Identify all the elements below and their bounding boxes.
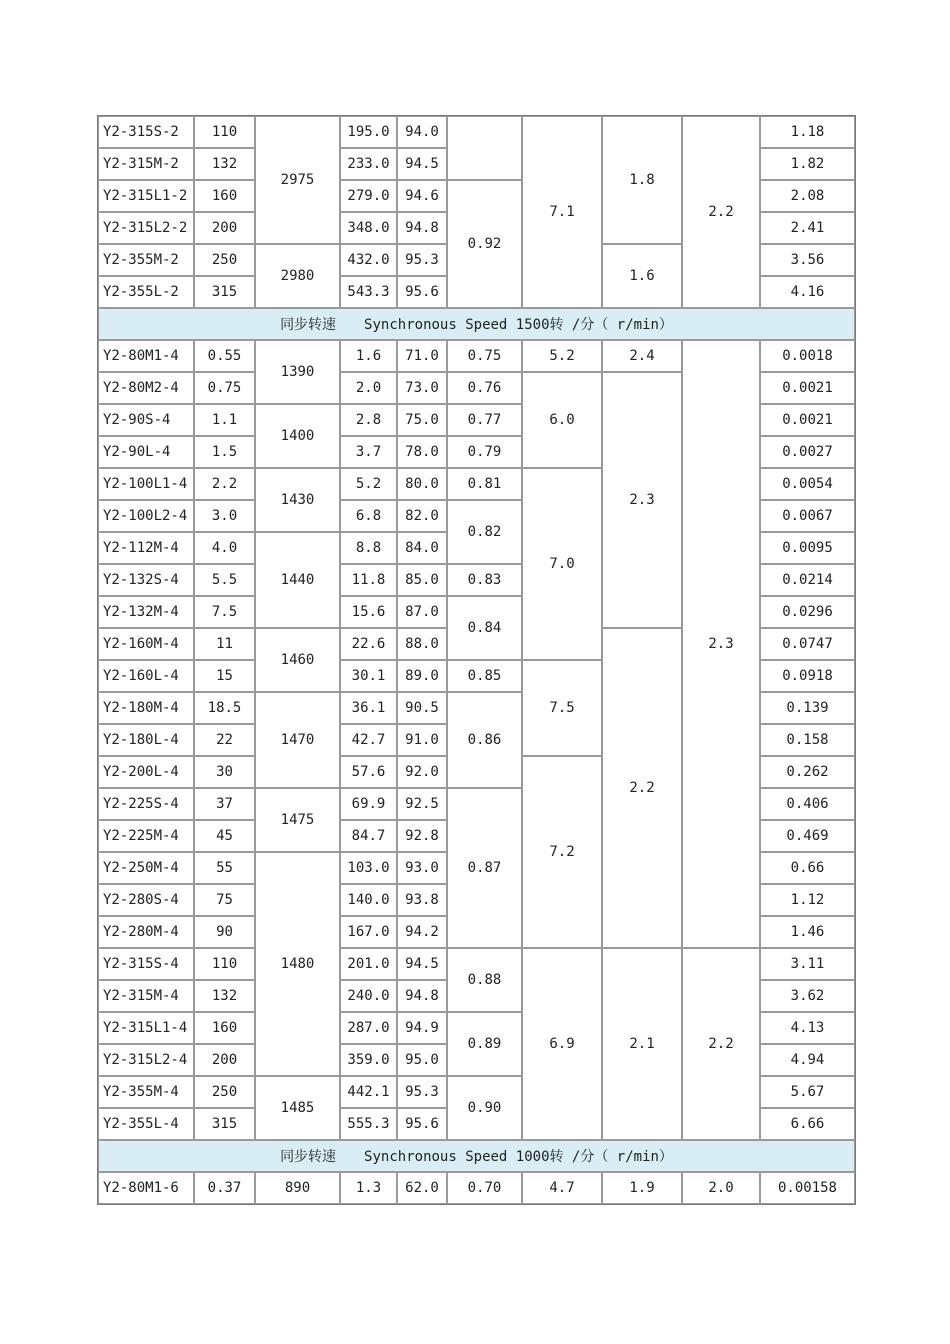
- starting-torque-ratio-cell: 1.9: [602, 1172, 682, 1204]
- power-factor-cell: 0.85: [447, 660, 522, 692]
- current-cell: 233.0: [340, 148, 397, 180]
- model-cell: Y2-355L-2: [98, 276, 194, 308]
- model-cell: Y2-315L1-4: [98, 1012, 194, 1044]
- model-cell: Y2-315M-2: [98, 148, 194, 180]
- power-cell: 250: [194, 1076, 255, 1108]
- current-cell: 69.9: [340, 788, 397, 820]
- power-factor-cell: 0.92: [447, 180, 522, 308]
- inertia-cell: 4.94: [760, 1044, 855, 1076]
- power-cell: 0.55: [194, 340, 255, 372]
- model-cell: Y2-160M-4: [98, 628, 194, 660]
- power-factor-cell: 0.75: [447, 340, 522, 372]
- power-factor-cell: 0.76: [447, 372, 522, 404]
- table-row: [98, 1172, 855, 1204]
- power-factor-cell: 0.82: [447, 500, 522, 564]
- efficiency-cell: 71.0: [397, 340, 447, 372]
- efficiency-cell: 95.3: [397, 1076, 447, 1108]
- efficiency-cell: 92.8: [397, 820, 447, 852]
- starting-torque-ratio-cell: 1.6: [602, 244, 682, 308]
- efficiency-cell: 94.8: [397, 980, 447, 1012]
- model-cell: Y2-112M-4: [98, 532, 194, 564]
- efficiency-cell: 95.6: [397, 276, 447, 308]
- starting-current-ratio-cell: 5.2: [522, 340, 602, 372]
- power-cell: 55: [194, 852, 255, 884]
- section-title-1000: 同步转速 Synchronous Speed 1000转 /分（ r/min）: [98, 1140, 855, 1172]
- power-cell: 2.2: [194, 468, 255, 500]
- starting-current-ratio-cell: 6.0: [522, 372, 602, 468]
- inertia-cell: 0.0214: [760, 564, 855, 596]
- model-cell: Y2-225M-4: [98, 820, 194, 852]
- efficiency-cell: 82.0: [397, 500, 447, 532]
- current-cell: 22.6: [340, 628, 397, 660]
- inertia-cell: 1.46: [760, 916, 855, 948]
- current-cell: 42.7: [340, 724, 397, 756]
- inertia-cell: 0.469: [760, 820, 855, 852]
- efficiency-cell: 94.8: [397, 212, 447, 244]
- speed-cell: 1480: [255, 852, 340, 1076]
- current-cell: 140.0: [340, 884, 397, 916]
- current-cell: 8.8: [340, 532, 397, 564]
- model-cell: Y2-100L2-4: [98, 500, 194, 532]
- efficiency-cell: 95.6: [397, 1108, 447, 1140]
- speed-cell: 890: [255, 1172, 340, 1204]
- starting-current-ratio-cell: 4.7: [522, 1172, 602, 1204]
- inertia-cell: 0.0095: [760, 532, 855, 564]
- power-cell: 315: [194, 276, 255, 308]
- section-header-row: [98, 308, 855, 340]
- efficiency-cell: 91.0: [397, 724, 447, 756]
- power-factor-cell: 0.88: [447, 948, 522, 1012]
- efficiency-cell: 80.0: [397, 468, 447, 500]
- model-cell: Y2-132S-4: [98, 564, 194, 596]
- inertia-cell: 0.0747: [760, 628, 855, 660]
- power-factor-cell: 0.77: [447, 404, 522, 436]
- inertia-cell: 0.00158: [760, 1172, 855, 1204]
- model-cell: Y2-315L2-4: [98, 1044, 194, 1076]
- efficiency-cell: 90.5: [397, 692, 447, 724]
- current-cell: 432.0: [340, 244, 397, 276]
- model-cell: Y2-225S-4: [98, 788, 194, 820]
- current-cell: 240.0: [340, 980, 397, 1012]
- efficiency-cell: 94.9: [397, 1012, 447, 1044]
- inertia-cell: 0.0918: [760, 660, 855, 692]
- current-cell: 167.0: [340, 916, 397, 948]
- max-torque-ratio-cell: 2.0: [682, 1172, 760, 1204]
- power-cell: 22: [194, 724, 255, 756]
- inertia-cell: 0.0296: [760, 596, 855, 628]
- model-cell: Y2-80M1-6: [98, 1172, 194, 1204]
- model-cell: Y2-90L-4: [98, 436, 194, 468]
- power-cell: 250: [194, 244, 255, 276]
- current-cell: 2.0: [340, 372, 397, 404]
- model-cell: Y2-315L2-2: [98, 212, 194, 244]
- model-cell: Y2-315S-4: [98, 948, 194, 980]
- inertia-cell: 0.0021: [760, 404, 855, 436]
- starting-torque-ratio-cell: 2.3: [602, 372, 682, 628]
- efficiency-cell: 95.0: [397, 1044, 447, 1076]
- model-cell: Y2-355M-2: [98, 244, 194, 276]
- efficiency-cell: 75.0: [397, 404, 447, 436]
- efficiency-cell: 94.0: [397, 116, 447, 148]
- section-header-row: [98, 1140, 855, 1172]
- efficiency-cell: 92.0: [397, 756, 447, 788]
- inertia-cell: 0.158: [760, 724, 855, 756]
- current-cell: 287.0: [340, 1012, 397, 1044]
- efficiency-cell: 95.3: [397, 244, 447, 276]
- motor-spec-table: [97, 115, 856, 1205]
- current-cell: 543.3: [340, 276, 397, 308]
- power-cell: 200: [194, 1044, 255, 1076]
- current-cell: 30.1: [340, 660, 397, 692]
- power-factor-cell: 0.90: [447, 1076, 522, 1140]
- inertia-cell: 0.406: [760, 788, 855, 820]
- inertia-cell: 5.67: [760, 1076, 855, 1108]
- speed-cell: 1475: [255, 788, 340, 852]
- inertia-cell: 4.16: [760, 276, 855, 308]
- efficiency-cell: 92.5: [397, 788, 447, 820]
- model-cell: Y2-355M-4: [98, 1076, 194, 1108]
- inertia-cell: 0.262: [760, 756, 855, 788]
- power-cell: 110: [194, 948, 255, 980]
- power-cell: 7.5: [194, 596, 255, 628]
- speed-cell: 2980: [255, 244, 340, 308]
- starting-torque-ratio-cell: 2.2: [602, 628, 682, 948]
- current-cell: 36.1: [340, 692, 397, 724]
- speed-cell: 1390: [255, 340, 340, 404]
- power-factor-cell: 0.83: [447, 564, 522, 596]
- power-cell: 0.37: [194, 1172, 255, 1204]
- inertia-cell: 0.0054: [760, 468, 855, 500]
- inertia-cell: 4.13: [760, 1012, 855, 1044]
- inertia-cell: 0.0067: [760, 500, 855, 532]
- inertia-cell: 2.41: [760, 212, 855, 244]
- inertia-cell: 3.56: [760, 244, 855, 276]
- efficiency-cell: 93.8: [397, 884, 447, 916]
- inertia-cell: 1.12: [760, 884, 855, 916]
- efficiency-cell: 94.5: [397, 948, 447, 980]
- power-cell: 132: [194, 148, 255, 180]
- speed-cell: 2975: [255, 116, 340, 244]
- model-cell: Y2-90S-4: [98, 404, 194, 436]
- power-cell: 11: [194, 628, 255, 660]
- model-cell: Y2-180M-4: [98, 692, 194, 724]
- model-cell: Y2-315M-4: [98, 980, 194, 1012]
- inertia-cell: 0.0021: [760, 372, 855, 404]
- starting-torque-ratio-cell: 1.8: [602, 116, 682, 244]
- model-cell: Y2-80M1-4: [98, 340, 194, 372]
- model-cell: Y2-100L1-4: [98, 468, 194, 500]
- starting-torque-ratio-cell: 2.4: [602, 340, 682, 372]
- model-cell: Y2-80M2-4: [98, 372, 194, 404]
- speed-cell: 1485: [255, 1076, 340, 1140]
- speed-cell: 1430: [255, 468, 340, 532]
- model-cell: Y2-280M-4: [98, 916, 194, 948]
- inertia-cell: 0.0018: [760, 340, 855, 372]
- model-cell: Y2-132M-4: [98, 596, 194, 628]
- current-cell: 5.2: [340, 468, 397, 500]
- inertia-cell: 2.08: [760, 180, 855, 212]
- efficiency-cell: 89.0: [397, 660, 447, 692]
- inertia-cell: 0.0027: [760, 436, 855, 468]
- power-factor-cell: 0.79: [447, 436, 522, 468]
- current-cell: 2.8: [340, 404, 397, 436]
- starting-current-ratio-cell: 7.2: [522, 756, 602, 948]
- max-torque-ratio-cell: 2.2: [682, 116, 760, 308]
- power-factor-cell: 0.89: [447, 1012, 522, 1076]
- efficiency-cell: 94.5: [397, 148, 447, 180]
- starting-current-ratio-cell: 7.5: [522, 660, 602, 756]
- power-cell: 30: [194, 756, 255, 788]
- current-cell: 348.0: [340, 212, 397, 244]
- power-cell: 3.0: [194, 500, 255, 532]
- model-cell: Y2-200L-4: [98, 756, 194, 788]
- efficiency-cell: 94.6: [397, 180, 447, 212]
- starting-torque-ratio-cell: 2.1: [602, 948, 682, 1140]
- efficiency-cell: 93.0: [397, 852, 447, 884]
- current-cell: 442.1: [340, 1076, 397, 1108]
- power-cell: 18.5: [194, 692, 255, 724]
- efficiency-cell: 84.0: [397, 532, 447, 564]
- power-cell: 315: [194, 1108, 255, 1140]
- current-cell: 57.6: [340, 756, 397, 788]
- starting-current-ratio-cell: 7.0: [522, 468, 602, 660]
- table-row: [98, 340, 855, 372]
- power-cell: 75: [194, 884, 255, 916]
- power-cell: 90: [194, 916, 255, 948]
- max-torque-ratio-cell: 2.2: [682, 948, 760, 1140]
- power-cell: 45: [194, 820, 255, 852]
- efficiency-cell: 73.0: [397, 372, 447, 404]
- current-cell: 1.6: [340, 340, 397, 372]
- current-cell: 201.0: [340, 948, 397, 980]
- power-factor-cell: 0.81: [447, 468, 522, 500]
- power-cell: 132: [194, 980, 255, 1012]
- section-title-1500: 同步转速 Synchronous Speed 1500转 /分（ r/min）: [98, 308, 855, 340]
- power-cell: 160: [194, 1012, 255, 1044]
- power-cell: 1.5: [194, 436, 255, 468]
- model-cell: Y2-315L1-2: [98, 180, 194, 212]
- power-cell: 37: [194, 788, 255, 820]
- inertia-cell: 1.82: [760, 148, 855, 180]
- power-factor-cell: 0.70: [447, 1172, 522, 1204]
- current-cell: 11.8: [340, 564, 397, 596]
- power-cell: 110: [194, 116, 255, 148]
- inertia-cell: 1.18: [760, 116, 855, 148]
- model-cell: Y2-315S-2: [98, 116, 194, 148]
- power-cell: 4.0: [194, 532, 255, 564]
- power-cell: 160: [194, 180, 255, 212]
- inertia-cell: 3.11: [760, 948, 855, 980]
- power-factor-cell: 0.84: [447, 596, 522, 660]
- model-cell: Y2-250M-4: [98, 852, 194, 884]
- inertia-cell: 3.62: [760, 980, 855, 1012]
- current-cell: 279.0: [340, 180, 397, 212]
- current-cell: 555.3: [340, 1108, 397, 1140]
- model-cell: Y2-180L-4: [98, 724, 194, 756]
- efficiency-cell: 85.0: [397, 564, 447, 596]
- starting-current-ratio-cell: 7.1: [522, 116, 602, 308]
- current-cell: 195.0: [340, 116, 397, 148]
- current-cell: 103.0: [340, 852, 397, 884]
- table-row: [98, 948, 855, 980]
- current-cell: 84.7: [340, 820, 397, 852]
- efficiency-cell: 62.0: [397, 1172, 447, 1204]
- current-cell: 3.7: [340, 436, 397, 468]
- efficiency-cell: 88.0: [397, 628, 447, 660]
- power-cell: 15: [194, 660, 255, 692]
- power-factor-cell: 0.86: [447, 692, 522, 788]
- power-factor-cell: 0.87: [447, 788, 522, 948]
- max-torque-ratio-cell: 2.3: [682, 340, 760, 948]
- efficiency-cell: 87.0: [397, 596, 447, 628]
- speed-cell: 1460: [255, 628, 340, 692]
- model-cell: Y2-160L-4: [98, 660, 194, 692]
- power-cell: 200: [194, 212, 255, 244]
- speed-cell: 1470: [255, 692, 340, 788]
- efficiency-cell: 78.0: [397, 436, 447, 468]
- efficiency-cell: 94.2: [397, 916, 447, 948]
- current-cell: 359.0: [340, 1044, 397, 1076]
- power-cell: 1.1: [194, 404, 255, 436]
- model-cell: Y2-280S-4: [98, 884, 194, 916]
- inertia-cell: 6.66: [760, 1108, 855, 1140]
- table-row: [98, 116, 855, 148]
- power-cell: 0.75: [194, 372, 255, 404]
- model-cell: Y2-355L-4: [98, 1108, 194, 1140]
- starting-current-ratio-cell: 6.9: [522, 948, 602, 1140]
- power-cell: 5.5: [194, 564, 255, 596]
- inertia-cell: 0.66: [760, 852, 855, 884]
- speed-cell: 1400: [255, 404, 340, 468]
- inertia-cell: 0.139: [760, 692, 855, 724]
- current-cell: 6.8: [340, 500, 397, 532]
- current-cell: 1.3: [340, 1172, 397, 1204]
- current-cell: 15.6: [340, 596, 397, 628]
- power-factor-cell: [447, 116, 522, 180]
- speed-cell: 1440: [255, 532, 340, 628]
